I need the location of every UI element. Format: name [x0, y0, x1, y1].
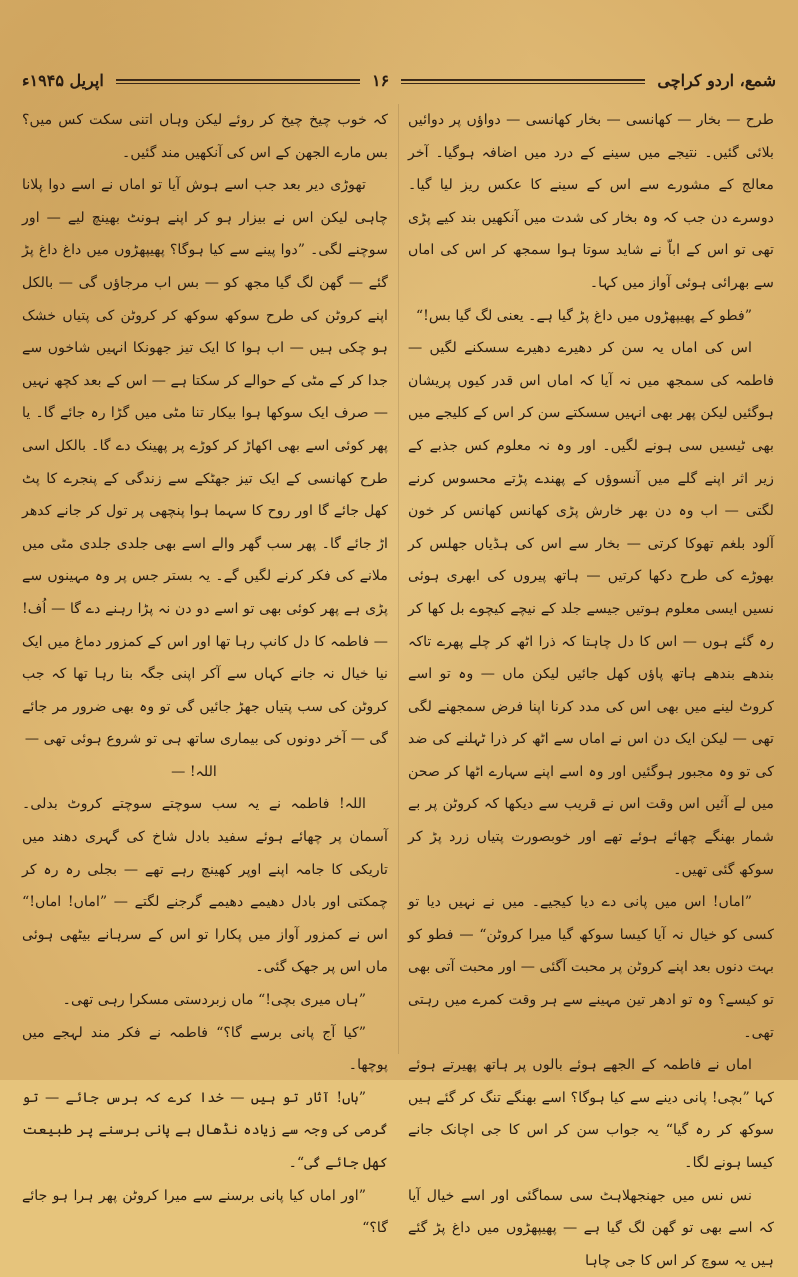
left-column — [22, 104, 388, 1237]
magazine-title: شمع، اردو کراچی — [657, 70, 776, 90]
paragraph: نس نس میں جھنجھلاہٹ سی سماگئی اور اسے خیال آیا کہ اسے بھی تو گھن لگ گیا ہے — پھیپھڑوں میں داغ پڑ گئے ہیں یہ سوچ کر اس کا جی چاہا — [408, 1187, 774, 1269]
issue-date: اپریل ۱۹۴۵ء — [22, 70, 104, 90]
right-column — [408, 104, 774, 1269]
header-rule — [401, 79, 645, 81]
header-rule — [116, 79, 360, 81]
paragraph: کہ خوب چیخ چیخ کر روئے لیکن وہاں اتنی سکت کس میں؟ بس مارے الجھن کے اس کی آنکھیں مند گئیں۔ — [22, 112, 388, 161]
paragraph: ”اماں! اس میں پانی دے دیا کیجیے۔ میں نے نہیں دیا تو کسی کو خیال نہ آیا کیسا سوکھ گیا میرا کروٹن“ — فطو کو بہت دنوں بعد اپنے کروٹن پر محبت آگئی — اور محبت آتی بھی تو کیسے؟ وہ تو ادھر تین مہینے سے ہر وقت کمرے میں رہتی تھی۔ — [408, 894, 774, 1041]
page-header — [22, 62, 776, 98]
paragraph: اللہ! فاطمہ نے یہ سب سوچتے سوچتے کروٹ بدلی۔ آسمان پر چھائے ہوئے سفید بادل شاخ کی گہری دھند میں تاریکی کا جامہ اپنے اوپر کھینچ رہے تھے — بجلی رہ رہ کر چمکتی اور بادل دھیمے دھیمے گرجنے لگتے — ”اماں! اماں!“ اس نے کمزور آواز میں پکارا تو اس کے سرہانے بیٹھی ہوئی ماں اس پر جھک گئی۔ — [22, 796, 388, 976]
page-number: ۱۶ — [371, 70, 390, 90]
paragraph: ”ہاں میری بچی!“ ماں زبردستی مسکرا رہی تھی۔ — [62, 992, 366, 1009]
paragraph: اللہ! — — [171, 763, 217, 780]
paragraph: ”ہاں! آثار تو ہیں — خدا کرے کہ برس جائے — تو گرمی کی وجہ سے زیادہ نڈھال ہے پانی برسنے پر طبیعت کھل جائے گی“۔ — [22, 1089, 388, 1171]
paragraph: اس کی اماں یہ سن کر دھیرے دھیرے سسکنے لگیں — فاطمہ کی سمجھ میں نہ آیا کہ اماں اس قدر کیوں پریشان ہوگئیں لیکن پھر بھی انہیں سسکتے سن کر اس کے کلیجے میں بھی ٹیسیں سی ہونے لگیں۔ اور وہ نہ معلوم کس جذبے کے زیر اثر اپنے گلے میں آنسوؤں کے پھندے پڑتے محسوس کرنے لگتی — اب وہ دن بھر خارش پڑی کھانس کھانس کر خون آلود بلغم تھوکا کرتی — بخار سے اس کی ہڈیاں جھلس کر بھوڑے کی طرح دکھا کرتیں — ہاتھ پیروں کی ابھری ہوئی نسیں ایسی معلوم ہوتیں جیسے جلد کے نیچے کیچوے بل کھا کر رہ گئے ہوں — اس کا دل چاہتا کہ ذرا اٹھ کر چلے پھرے تاکہ بندھے بندھے ہاتھ پاؤں کھل جائیں لیکن ماں — وہ تو اسے کروٹ لینے میں بھی اس کی مدد کرنا اپنا فرض سمجھنے لگی تھی — لیکن ایک دن اس نے اماں سے اٹھ کر ذرا ٹہلنے کی ضد کی تو وہ مجبور ہوگئیں اور وہ اسے اپنے سہارے اٹھا کر صحن میں لے آئیں اس وقت اس نے قریب سے دیکھا کہ کروٹن پر بے شمار بھنگے چھائے ہوئے تھے اور خوبصورت پتیاں زرد پڑ کر سوکھ گئی تھیں۔ — [408, 340, 774, 878]
paragraph: تھوڑی دیر بعد جب اسے ہوش آیا تو اماں نے اسے دوا پلانا چاہی لیکن اس نے بیزار ہو کر اپنے ہونٹ بھینچ لیے — اور سوچنے لگی۔ ”دوا پینے سے کیا ہوگا؟ پھیپھڑوں میں داغ داغ پڑ گئے — گھن لگ گیا مجھ کو — بس اب مرجاؤں گی — بالکل اپنے کروٹن کی طرح سوکھ سوکھ کر کروٹن کی پتیاں خشک ہو چکی ہیں — اب ہوا کا ایک تیز جھونکا انہیں شاخوں سے جدا کر کے مٹی کے حوالے کر سکتا ہے — اس کے بعد کچھ نہیں — صرف ایک سوکھا ہوا بیکار تنا مٹی میں گڑا رہ جائے گا۔ یا پھر کوئی اسے بھی اکھاڑ کر کوڑے پر پھینک دے گا۔ بالکل اسی طرح کھانسی کے ایک تیز جھٹکے سے زندگی کے پنجرے کا پٹ کھل جائے گا اور روح کا سہما ہوا پنچھی پر تول کر جانے کدھر اڑ جائے گا۔ پھر سب گھر والے اسے بھی جلدی جلدی مٹی میں ملانے کی فکر کرنے لگیں گے۔ یہ بستر جس پر وہ مہینوں سے پڑی ہے پھر کوئی بھی تو اسے دو دن نہ پڑا رہنے دے گا — اُف! — فاطمہ کا دل کانپ رہا تھا اور اس کے کمزور دماغ میں ایک نیا خیال نہ جانے کہاں سے آکر اپنی جگہ بنا رہا تھا کہ جب کروٹن کی سب پتیاں جھڑ جائیں گی تو وہ بھی ضرور مر جائے گی — آخر دونوں کی بیماری ساتھ ہی تو شروع ہوئی تھی — — [22, 177, 388, 748]
paragraph: اماں نے فاطمہ کے الجھے ہوئے بالوں پر ہاتھ پھیرتے ہوئے کہا ”بچی! پانی دینے سے کیا ہوگا؟ اسے بھنگے تنگ کر گئے ہیں سوکھ کر رہ گیا“ یہ جواب سن کر اس کا جی اچانک جانے کیسا ہونے لگا۔ — [408, 1057, 774, 1171]
column-gutter — [398, 104, 399, 1054]
paragraph: ”کیا آج پانی برسے گا؟“ فاطمہ نے فکر مند لہجے میں پوچھا۔ — [22, 1024, 388, 1074]
paragraph: طرح — بخار — کھانسی — بخار کھانسی — دواؤں پر دوائیں بلائی گئیں۔ نتیجے میں سینے کے درد میں اضافہ ہوگیا۔ آخر معالج کے مشورے سے اس کے سینے کا عکس ریز لیا گیا۔ دوسرے دن جب کہ وہ بخار کی شدت میں آنکھیں بند کیے پڑی تھی تو اس کے اباّ نے شاید سوتا ہوا سمجھ کر اس کی اماں سے بھرائی ہوئی آواز میں کہا۔ — [408, 112, 774, 291]
paragraph: ”اور اماں کیا پانی برسنے سے میرا کروٹن پھر ہرا ہو جائے گا؟“ — [22, 1187, 388, 1237]
paragraph: ”فطو کے پھیپھڑوں میں داغ پڑ گیا ہے۔ یعنی لگ گیا بس!“ — [415, 307, 752, 324]
